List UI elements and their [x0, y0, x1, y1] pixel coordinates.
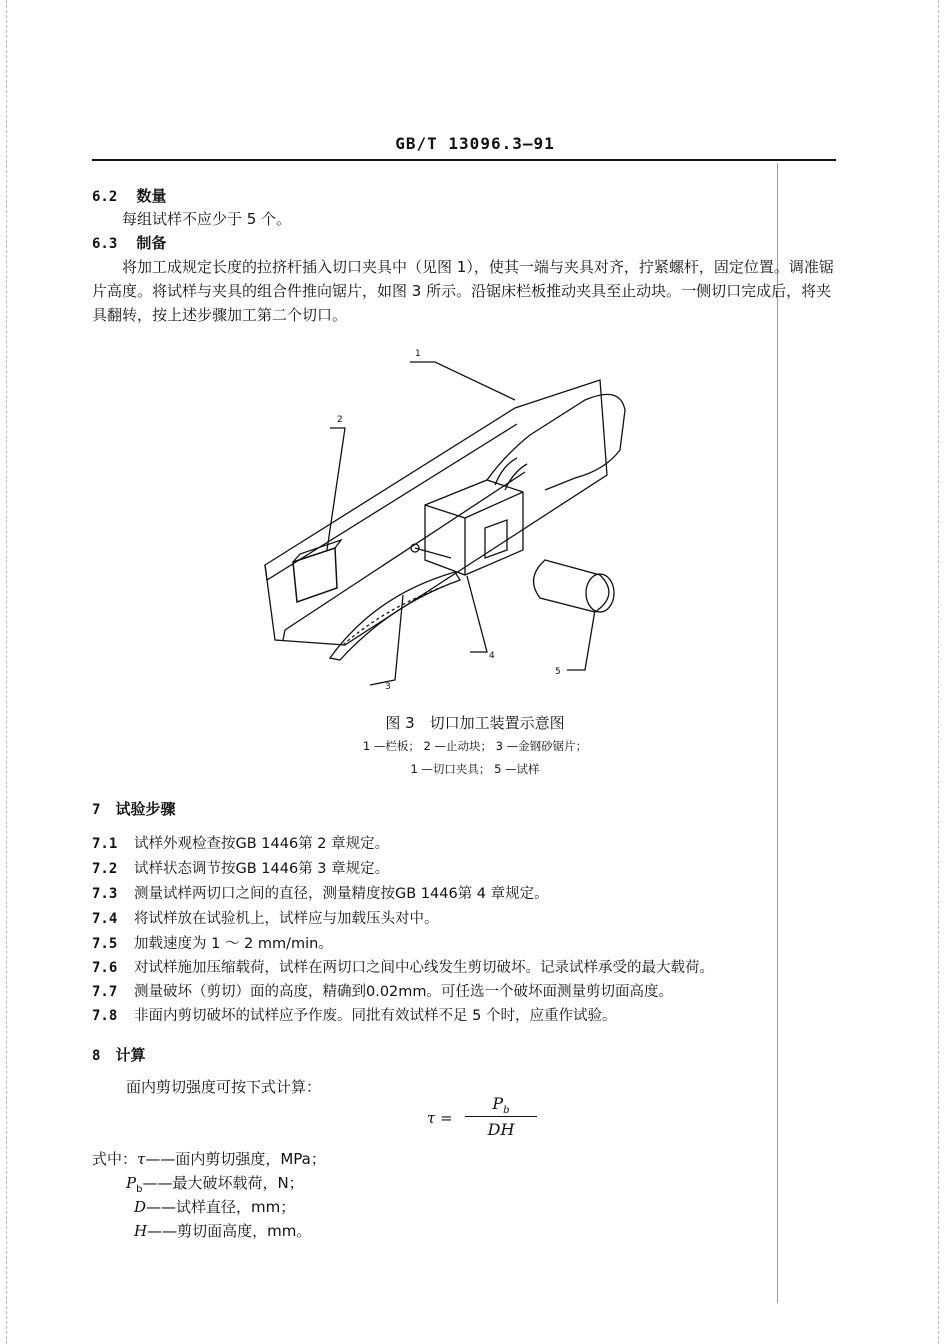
- step-number: 7.1: [92, 836, 118, 852]
- scan-edge-right: [938, 0, 940, 1344]
- leader-1: [410, 362, 515, 400]
- leader-4: [467, 576, 487, 652]
- figure-caption: 图 3 切口加工装置示意图: [385, 714, 565, 732]
- step-text: 测量试样两切口之间的直径，测量精度按GB 1446第 4 章规定。: [134, 886, 549, 902]
- figure-legend-line-1: 1 —栏板； 2 —止动块； 3 —金钢砂锯片；: [362, 739, 588, 753]
- step-row: [92, 932, 333, 953]
- step-text: 非面内剪切破坏的试样应予作废。同批有效试样不足 5 个时，应重作试验。: [134, 1008, 617, 1024]
- specimen: [534, 560, 609, 612]
- standard-code-header: GB/T 13096.3—91: [395, 134, 555, 153]
- section-title: 计算: [115, 1046, 146, 1064]
- step-number: 7.7: [92, 984, 118, 1000]
- section-6-2-heading: [92, 185, 166, 206]
- section-6-3-paragraph: 将加工成规定长度的拉挤杆插入切口夹具中（见图 1），使其一端与夹具对齐，拧紧螺杆，固定位置。调准锯片高度。将试样与夹具的组合件推向锯片，如图 3 所示。沿锯床栏板推动夹具至止动块。一侧切口完成后，将夹具翻转，按上述步骤加工第二个切口。: [92, 258, 834, 324]
- step-number: 7.4: [92, 911, 118, 927]
- saw-blade: [330, 572, 460, 660]
- formula-intro: 面内剪切强度可按下式计算：: [126, 1078, 322, 1096]
- step-row: [92, 907, 439, 928]
- variable-symbol: H: [134, 1222, 148, 1240]
- clamp-screw: [415, 548, 451, 558]
- formula: [425, 1092, 525, 1144]
- step-row: [92, 1004, 616, 1025]
- variable-symbol: D: [134, 1198, 147, 1216]
- variable-row: [134, 1196, 295, 1217]
- step-number: 7.3: [92, 886, 118, 902]
- section-title: 制备: [136, 234, 167, 252]
- section-number: 7: [92, 802, 101, 818]
- variable-row: [126, 1172, 304, 1195]
- stop-block: [293, 548, 337, 602]
- rail-outline: [265, 380, 607, 645]
- header-rule: [92, 159, 836, 161]
- step-row: [92, 956, 714, 977]
- formula-denominator: DH: [487, 1120, 515, 1139]
- callout-5: 5: [555, 667, 561, 677]
- callout-3: 3: [385, 682, 391, 692]
- step-number: 7.6: [92, 960, 118, 976]
- where-prefix: 式中：: [92, 1150, 138, 1168]
- step-text: 将试样放在试验机上，试样应与加载压头对中。: [134, 911, 439, 927]
- margin-line: [777, 163, 778, 1303]
- section-8-heading: [92, 1044, 146, 1065]
- step-row: [92, 857, 389, 878]
- section-number: 6.2: [92, 189, 118, 205]
- step-text: 试样外观检查按GB 1446第 2 章规定。: [134, 836, 390, 852]
- callout-1: 1: [415, 349, 421, 359]
- callout-4: 4: [489, 651, 495, 661]
- variable-symbol: P: [126, 1174, 137, 1192]
- formula-lhs: τ =: [427, 1109, 453, 1127]
- figure-3-illustration: [255, 340, 655, 700]
- variable-row: [134, 1220, 311, 1241]
- step-text: 加载速度为 1 ～ 2 mm/min。: [134, 936, 333, 952]
- step-number: 7.5: [92, 936, 118, 952]
- section-title: 数量: [136, 187, 167, 205]
- section-number: 6.3: [92, 236, 118, 252]
- section-number: 8: [92, 1048, 101, 1064]
- leader-3: [370, 595, 403, 685]
- figure-legend-line-2: 1 —切口夹具； 5 —试样: [410, 762, 540, 776]
- variable-desc: ——面内剪切强度，MPa；: [145, 1150, 326, 1168]
- step-row: [92, 980, 673, 1001]
- variable-row: [92, 1148, 326, 1169]
- variable-desc: ——最大破坏载荷，N；: [142, 1174, 304, 1192]
- fraction-bar: [465, 1116, 537, 1117]
- section-6-2-text: 每组试样不应少于 5 个。: [122, 210, 292, 228]
- step-number: 7.8: [92, 1008, 118, 1024]
- step-number: 7.2: [92, 861, 118, 877]
- callout-2: 2: [337, 415, 343, 425]
- scan-edge-left: [6, 0, 8, 1344]
- step-row: [92, 882, 549, 903]
- step-text: 对试样施加压缩载荷，试样在两切口之间中心线发生剪切破坏。记录试样承受的最大载荷。: [134, 960, 714, 976]
- leader-5: [567, 610, 595, 670]
- section-title: 试验步骤: [115, 800, 176, 818]
- variable-desc: ——试样直径，mm；: [146, 1198, 296, 1216]
- leader-2: [327, 428, 345, 550]
- variable-symbol: τ: [137, 1150, 146, 1168]
- section-6-3-heading: [92, 232, 166, 253]
- variable-desc: ——剪切面高度，mm。: [147, 1222, 312, 1240]
- step-row: [92, 832, 389, 853]
- formula-numerator: $P_b$: [492, 1094, 510, 1117]
- step-text: 试样状态调节按GB 1446第 3 章规定。: [134, 861, 390, 877]
- section-7-heading: [92, 798, 176, 819]
- variable-subscript: b: [136, 1184, 143, 1195]
- step-text: 测量破坏（剪切）面的高度，精确到0.02mm。可任选一个破坏面测量剪切面高度。: [134, 984, 674, 1000]
